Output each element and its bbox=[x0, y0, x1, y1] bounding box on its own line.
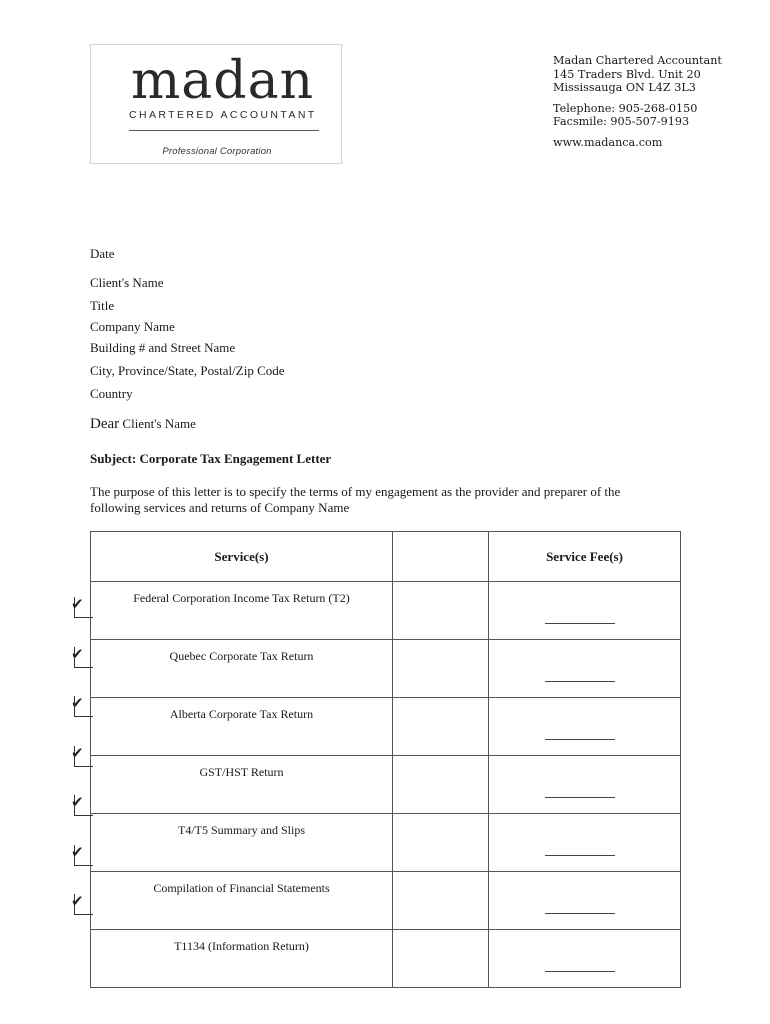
logo-divider bbox=[129, 130, 319, 131]
blank-cell bbox=[393, 582, 489, 640]
table-row bbox=[91, 930, 681, 988]
service-checkbox[interactable] bbox=[71, 694, 93, 717]
checkmark-icon: ✔ bbox=[71, 694, 84, 712]
service-name-cell: Quebec Corporate Tax Return bbox=[91, 640, 393, 698]
service-name-cell: T4/T5 Summary and Slips bbox=[91, 814, 393, 872]
firm-telephone: Telephone: 905-268-0150 bbox=[553, 101, 698, 115]
firm-city: Mississauga ON L4Z 3L3 bbox=[553, 81, 696, 94]
blank-cell bbox=[393, 698, 489, 756]
table-row bbox=[91, 698, 681, 756]
service-checkbox[interactable] bbox=[71, 595, 93, 618]
checkmark-icon: ✔ bbox=[71, 892, 84, 910]
firm-website[interactable]: www.madanca.com bbox=[553, 135, 663, 149]
firm-name: Madan Chartered Accountant bbox=[553, 54, 722, 67]
header-blank bbox=[393, 532, 489, 582]
table-row bbox=[91, 640, 681, 698]
service-fee-cell[interactable] bbox=[489, 582, 681, 640]
service-fee-cell[interactable] bbox=[489, 698, 681, 756]
table-row bbox=[91, 756, 681, 814]
table-row bbox=[91, 814, 681, 872]
purpose-line-2 bbox=[90, 500, 680, 516]
fee-blank-line bbox=[545, 855, 615, 856]
company-name-field: Company Name bbox=[90, 319, 175, 334]
checkmark-icon: ✔ bbox=[71, 743, 84, 762]
checkmark-icon: ✔ bbox=[71, 793, 84, 811]
service-fee-cell[interactable] bbox=[489, 640, 681, 698]
service-name-cell: T1134 (Information Return) bbox=[91, 930, 393, 988]
purpose-paragraph bbox=[90, 484, 680, 516]
purpose-line-2-prefix: following services and returns of bbox=[90, 500, 262, 515]
purpose-company-name: Company Name bbox=[264, 500, 350, 515]
logo-wordmark: madan bbox=[131, 51, 315, 111]
service-checkbox[interactable] bbox=[71, 842, 93, 866]
service-name-cell: GST/HST Return bbox=[91, 756, 393, 814]
salutation bbox=[90, 416, 196, 433]
service-checkbox[interactable] bbox=[71, 892, 93, 915]
table-header-row bbox=[91, 532, 681, 582]
checkmark-icon: ✔ bbox=[71, 644, 84, 663]
firm-street: 145 Traders Blvd. Unit 20 bbox=[553, 67, 701, 81]
logo-subtitle: CHARTERED ACCOUNTANT bbox=[129, 109, 317, 121]
street-field: Building # and Street Name bbox=[90, 340, 236, 355]
service-name-cell: Alberta Corporate Tax Return bbox=[91, 698, 393, 756]
country-field: Country bbox=[90, 386, 133, 401]
service-checkbox[interactable] bbox=[71, 743, 93, 767]
service-name-cell: Federal Corporation Income Tax Return (T2) bbox=[91, 582, 393, 640]
blank-cell bbox=[393, 930, 489, 988]
title-field: Title bbox=[90, 298, 115, 313]
subject-line: Subject: Corporate Tax Engagement Letter bbox=[90, 451, 332, 466]
contact-block bbox=[553, 54, 763, 149]
salutation-dear: Dear bbox=[90, 416, 120, 432]
firm-facsimile: Facsmile: 905-507-9193 bbox=[553, 115, 690, 128]
service-fee-cell[interactable] bbox=[489, 872, 681, 930]
client-name-field: Client's Name bbox=[90, 275, 164, 290]
fee-blank-line bbox=[545, 913, 615, 914]
header-service: Service(s) bbox=[91, 532, 393, 582]
service-checkbox[interactable] bbox=[71, 793, 93, 816]
header-fee: Service Fee(s) bbox=[489, 532, 681, 582]
logo-tagline: Professional Corporation bbox=[162, 146, 272, 157]
service-fee-cell[interactable] bbox=[489, 930, 681, 988]
fee-blank-line bbox=[545, 739, 615, 740]
service-checkbox[interactable] bbox=[71, 644, 93, 668]
blank-cell bbox=[393, 756, 489, 814]
service-fee-cell[interactable] bbox=[489, 814, 681, 872]
fee-blank-line bbox=[545, 971, 615, 972]
blank-cell bbox=[393, 640, 489, 698]
service-fee-cell[interactable] bbox=[489, 756, 681, 814]
blank-cell bbox=[393, 872, 489, 930]
table-row bbox=[91, 582, 681, 640]
city-field: City, Province/State, Postal/Zip Code bbox=[90, 363, 285, 378]
company-logo bbox=[90, 44, 342, 164]
services-table bbox=[90, 531, 681, 988]
fee-blank-line bbox=[545, 681, 615, 682]
services-table-body bbox=[91, 582, 681, 988]
checkmark-icon: ✔ bbox=[71, 595, 84, 613]
date-field: Date bbox=[90, 246, 115, 261]
table-row bbox=[91, 872, 681, 930]
purpose-line-1: The purpose of this letter is to specify the terms of my engagement as the provider and preparer of the bbox=[90, 484, 621, 499]
fee-blank-line bbox=[545, 797, 615, 798]
salutation-name: Client's Name bbox=[122, 416, 196, 431]
checkmark-icon: ✔ bbox=[71, 842, 84, 861]
fee-blank-line bbox=[545, 623, 615, 624]
blank-cell bbox=[393, 814, 489, 872]
service-name-cell: Compilation of Financial Statements bbox=[91, 872, 393, 930]
